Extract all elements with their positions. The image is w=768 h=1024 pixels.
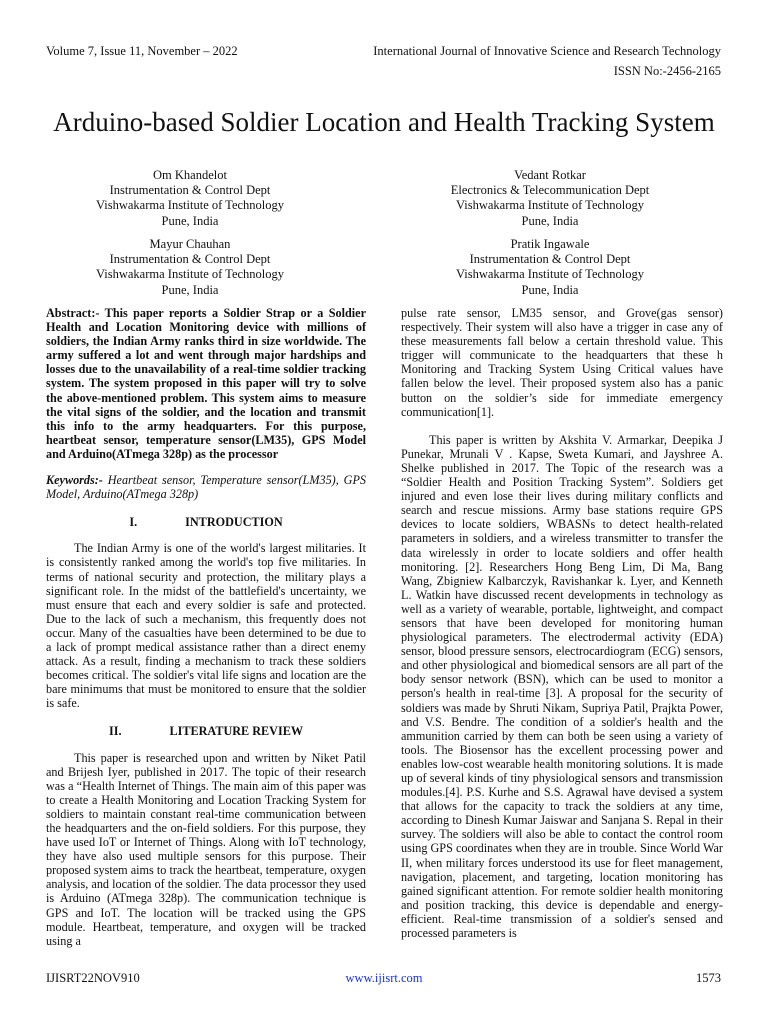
author-institute: Vishwakarma Institute of Technology (455, 267, 645, 282)
journal-volume: Volume 7, Issue 11, November – 2022 (46, 44, 238, 58)
paragraph-gap (401, 419, 723, 433)
author-name: Vedant Rotkar (514, 168, 586, 182)
journal-issn: ISSN No:-2456-2165 (613, 64, 721, 78)
section-number: I. (129, 515, 138, 530)
left-column (46, 306, 366, 948)
author-dept: Instrumentation & Control Dept (109, 252, 271, 267)
literature-paragraph-continued: pulse rate sensor, LM35 sensor, and Grove(gas sensor) respectively. Their system will also have a trigger in case any of these measurements fall below a certain threshold value. This trigger will communicate to the headquarters that these h Monitoring and Tracking System Using Critical values have fallen below the level. Their proposed system also has a panic button on the soldier’s side for immediate emergency communication[1]. (401, 306, 723, 419)
author-block-2 (400, 168, 700, 229)
journal-name: International Journal of Innovative Science and Research Technology (373, 44, 721, 58)
section-heading-introduction (46, 515, 366, 529)
footer-url-link[interactable]: www.ijisrt.com (345, 971, 423, 985)
keywords-text: Heartbeat sensor, Temperature sensor(LM35), GPS Model, Arduino(ATmega 328p) (46, 473, 366, 502)
section-title: LITERATURE REVIEW (169, 724, 304, 739)
author-name: Pratik Ingawale (510, 237, 590, 251)
footer-paper-id: IJISRT22NOV910 (46, 971, 140, 985)
literature-paragraph: This paper is researched upon and written by Niket Patil and Brijesh Iyer, published in 2017. The topic of their research was a “Health Internet of Things. The main aim of this paper was to create a Health Monitoring and Location Tracking System for soldiers to maintain constant real-time communication between the headquarters and the on-field soldiers. For this purpose, they have used IoT or Internet of Things. Along with IoT technology, they have also used multiple sensors for this purpose. Their proposed system aims to track the heartbeat, temperature, oxygen analysis, and location of the soldier. The data processor they used is Arduino (ATmega 328p). The communication technique is GPS and IoT. The location will be tracked using the GPS module. Heartbeat, temperature, and oxygen will be tracked using a (46, 750, 366, 948)
author-institute: Vishwakarma Institute of Technology (95, 267, 285, 282)
author-block-4 (400, 237, 700, 298)
author-location: Pune, India (161, 213, 219, 228)
author-dept: Instrumentation & Control Dept (469, 252, 631, 267)
introduction-paragraph: The Indian Army is one of the world's largest militaries. It is consistently ranked among the world's top five militaries. In terms of national security and protection, the military plays a significant role. In the midst of the battlefield's uncertainty, we must ensure that each and every soldier is safe and protected. Due to the lack of such a mechanism, this frequently does not occur. Many of the casualties have been determined to be due to a lack of prompt medical assistance rather than a direct enemy attack. As a result, finding a mechanism to track these soldiers becomes critical. The soldier's vital life signs and location are the bare minimums that must be monitored to ensure that the soldier is safe. (46, 541, 366, 711)
right-column (401, 306, 723, 940)
section-heading-literature-review (46, 724, 366, 738)
paper-title: Arduino-based Soldier Location and Health Tracking System (53, 107, 715, 138)
author-dept: Instrumentation & Control Dept (109, 183, 271, 198)
footer-page-number: 1573 (696, 971, 721, 985)
keywords-label: Keywords:- (46, 473, 103, 488)
author-location: Pune, India (521, 213, 579, 228)
literature-paragraph-2: This paper is written by Akshita V. Armarkar, Deepika J Punekar, Mrunali V . Kapse, Sweta Kumari, and Jayshree A. Shelke published in 2017. The Topic of the research was a “Soldier Health and Position Tracking System”. Soldiers get injured and even lose their lives during military conflicts and search and rescue missions. Army base stations require GPS devices to locate soldiers, WBASNs to detect health-related parameters in soldiers, and a wireless transmitter to transfer the data wirelessly in order to locate soldiers and offer health monitoring. [2]. Researchers Hong Beng Lim, Di Ma, Bang Wang, Zbigniew Kalbarczyk, Ravishankar k. Lyer, and Kenneth L. Watkin have discussed recent developments in technology as well as a variety of wearable, portable, lightweight, and compact sensors that have been developed for monitoring human physiological parameters. The electrodermal activity (EDA) sensor, blood pressure sensors, electrocardiogram (ECG) sensors, and other physiological and biomedical sensors are all part of the body sensor network (BSN), which can be used to monitor a person's health in real-time [3]. A proposal for the security of soldiers was made by Shruti Nikam, Supriya Patil, Prajkta Power, and V.S. Bendre. The condition of a soldier's health and the ammunition carried by them can both be seen using a variety of tools. The Biosensor has the excellent processing power and enables low-cost wearable health monitoring solutions. It is made up of several kinds of tiny physiological sensors and transmission modules.[4]. P.S. Kurhe and S.S. Agrawal have devised a system that allows for the capacity to track the soldiers at any time, according to Dinesh Kumar Jaiswar and Sanjana S. Repal in their survey. The soldiers will also be able to contact the control room using GPS coordinates when they are in trouble. Since World War II, when military forces understood its use for fleet management, navigation, placement, and targeting, location monitoring has gained significant attention. For remote soldier health monitoring and position tracking, this device is dependable and energy-efficient. Real-time transmission of a soldier's sensed and processed parameters is (401, 432, 723, 941)
author-dept: Electronics & Telecommunication Dept (450, 183, 650, 198)
author-institute: Vishwakarma Institute of Technology (455, 198, 645, 213)
author-institute: Vishwakarma Institute of Technology (95, 198, 285, 213)
author-location: Pune, India (521, 282, 579, 297)
author-block-1 (40, 168, 340, 229)
abstract: Abstract:- This paper reports a Soldier Strap or a Soldier Health and Location Monitoring device with millions of soldiers, the Indian Army ranks third in size worldwide. The army suffered a lot and went through major hardships and losses due to the unavailability of a real-time soldier tracking system. The system proposed in this paper will try to solve the above-mentioned problem. This system aims to measure the vital signs of the soldier, and the location and transmit this info to the army headquarters. For this purpose, heartbeat sensor, temperature sensor(LM35), GPS Model and Arduino(ATmega 328p) as the processor (46, 306, 366, 461)
author-location: Pune, India (161, 282, 219, 297)
author-name: Om Khandelot (153, 168, 227, 182)
section-title: INTRODUCTION (185, 515, 283, 530)
section-number: II. (108, 724, 122, 739)
author-block-3 (40, 237, 340, 298)
keywords (46, 473, 366, 501)
author-name: Mayur Chauhan (149, 237, 231, 251)
